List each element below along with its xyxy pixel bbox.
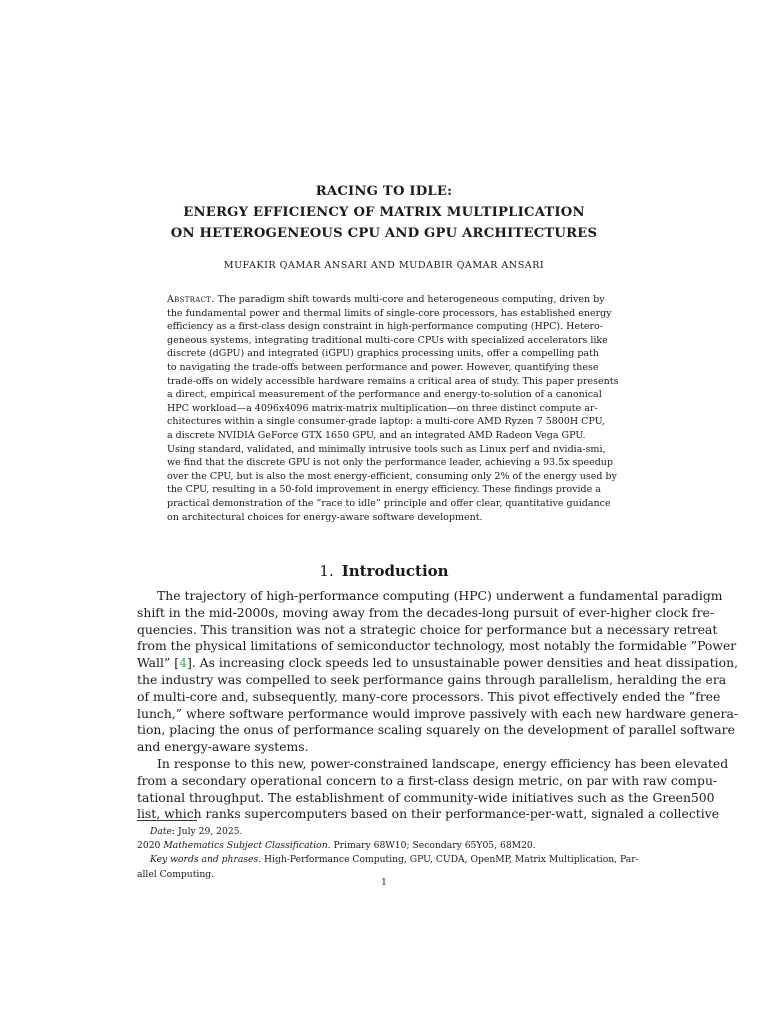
body-text-fragment: ]. As increasing clock speeds led to unsustainable power densities and heat dissipation, <box>186 655 739 671</box>
authors: MUFAKIR QAMAR ANSARI AND MUDABIR QAMAR ANSARI <box>223 260 545 271</box>
footnote-msc <box>137 839 637 853</box>
abstract-line: HPC workload—a 4096x4096 matrix-matrix multiplication—on three distinct compute ar- <box>167 402 598 414</box>
abstract-line: efficiency as a first-class design constraint in high-performance computing (HPC). Hetero- <box>167 321 603 333</box>
abstract-line: a direct, empirical measurement of the performance and energy-to-solution of a canonical <box>167 389 602 401</box>
body-line <box>137 655 739 672</box>
abstract-line: Using standard, validated, and minimally intrusive tools such as Linux perf and nvidia-smi, <box>167 443 606 455</box>
body-line: The trajectory of high-performance computing (HPC) underwent a fundamental paradigm <box>157 588 723 603</box>
body-line: from a secondary operational concern to a first-class design metric, on par with raw compu- <box>137 772 718 788</box>
section-number: 1. <box>319 562 334 580</box>
footnote-date <box>137 825 637 839</box>
paper-title <box>0 181 768 244</box>
body-line: and energy-aware systems. <box>137 739 309 755</box>
body-line: lunch,” where software performance would improve passively with each new hardware genera- <box>137 705 739 721</box>
abstract <box>167 293 619 524</box>
body-line: tational throughput. The establishment of community-wide initiatives such as the Green500 <box>137 789 715 805</box>
footnote-label: Date <box>150 826 172 837</box>
abstract-label: Abstract. <box>167 294 215 305</box>
abstract-line: practical demonstration of the ”race to idle” principle and offer clear, quantitative guidance <box>167 497 611 509</box>
abstract-line: to navigating the trade-offs between performance and power. However, quantifying these <box>167 361 599 373</box>
footnote-keywords <box>137 853 637 867</box>
abstract-line: we find that the discrete GPU is not only the performance leader, achieving a 93.5x speedup <box>167 457 613 469</box>
abstract-line: the fundamental power and thermal limits of single-core processors, has established energy <box>167 307 612 319</box>
footnote-value: High-Performance Computing, GPU, CUDA, OpenMP, Matrix Multiplication, Par- <box>261 854 639 866</box>
body-line: list, which ranks supercomputers based on their performance-per-watt, signaled a collective <box>137 806 720 822</box>
abstract-line: geneous systems, integrating traditional multi-core CPUs with specialized accelerators like <box>167 334 608 346</box>
title-line: ENERGY EFFICIENCY OF MATRIX MULTIPLICATION <box>183 205 585 220</box>
body-line: of multi-core and, subsequently, many-core processors. This pivot effectively ended the ”free <box>137 688 721 704</box>
abstract-line: trade-offs on widely accessible hardware remains a critical area of study. This paper presents <box>167 375 619 387</box>
abstract-text: The paradigm shift towards multi-core and heterogeneous computing, driven by <box>214 294 605 305</box>
body-text-fragment: Wall” [ <box>137 655 180 671</box>
footnote-keywords-cont: allel Computing. <box>137 868 215 880</box>
footnote-label: Mathematics Subject Classification. <box>163 840 331 852</box>
abstract-line: chitectures within a single consumer-grade laptop: a multi-core AMD Ryzen 7 5800H CPU, <box>167 416 605 428</box>
footnote-label: Key words and phrases. <box>150 854 262 866</box>
footnote-value: Primary 68W10; Secondary 65Y05, 68M20. <box>330 840 536 852</box>
body-line: the industry was compelled to seek performance gains through parallelism, heralding the era <box>137 671 727 687</box>
abstract-line: discrete (dGPU) and integrated (iGPU) graphics processing units, offer a compelling path <box>167 348 600 360</box>
body-line: quencies. This transition was not a strategic choice for performance but a necessary retreat <box>137 621 718 637</box>
citation-link[interactable]: 4 <box>179 655 187 671</box>
section-title: Introduction <box>341 562 449 580</box>
footnotes <box>137 825 637 882</box>
body-line: from the physical limitations of semiconductor technology, most notably the formidable ”Power <box>137 638 737 654</box>
section-heading <box>0 562 768 580</box>
title-line: ON HETEROGENEOUS CPU AND GPU ARCHITECTURES <box>170 226 598 241</box>
abstract-line: the CPU, resulting in a 50-fold improvement in energy efficiency. These findings provide a <box>167 484 601 496</box>
footnote-value: : July 29, 2025. <box>171 826 243 837</box>
abstract-line: over the CPU, but is also the most energy-efficient, consuming only 2% of the energy used by <box>167 470 617 482</box>
abstract-line: on architectural choices for energy-aware software development. <box>167 511 483 523</box>
footnote-rule <box>137 820 197 821</box>
abstract-line <box>167 293 605 307</box>
abstract-line: a discrete NVIDIA GeForce GTX 1650 GPU, and an integrated AMD Radeon Vega GPU. <box>167 429 586 441</box>
body-text <box>137 588 739 823</box>
body-line: shift in the mid-2000s, moving away from the decades-long pursuit of ever-higher clock fre- <box>137 604 715 620</box>
page-number: 1 <box>381 878 387 888</box>
title-line: RACING TO IDLE: <box>315 184 453 199</box>
footnote-prefix: 2020 <box>137 840 164 852</box>
body-line: tion, placing the onus of performance scaling squarely on the development of parallel software <box>137 722 735 738</box>
body-line: In response to this new, power-constrained landscape, energy efficiency has been elevated <box>157 755 729 771</box>
